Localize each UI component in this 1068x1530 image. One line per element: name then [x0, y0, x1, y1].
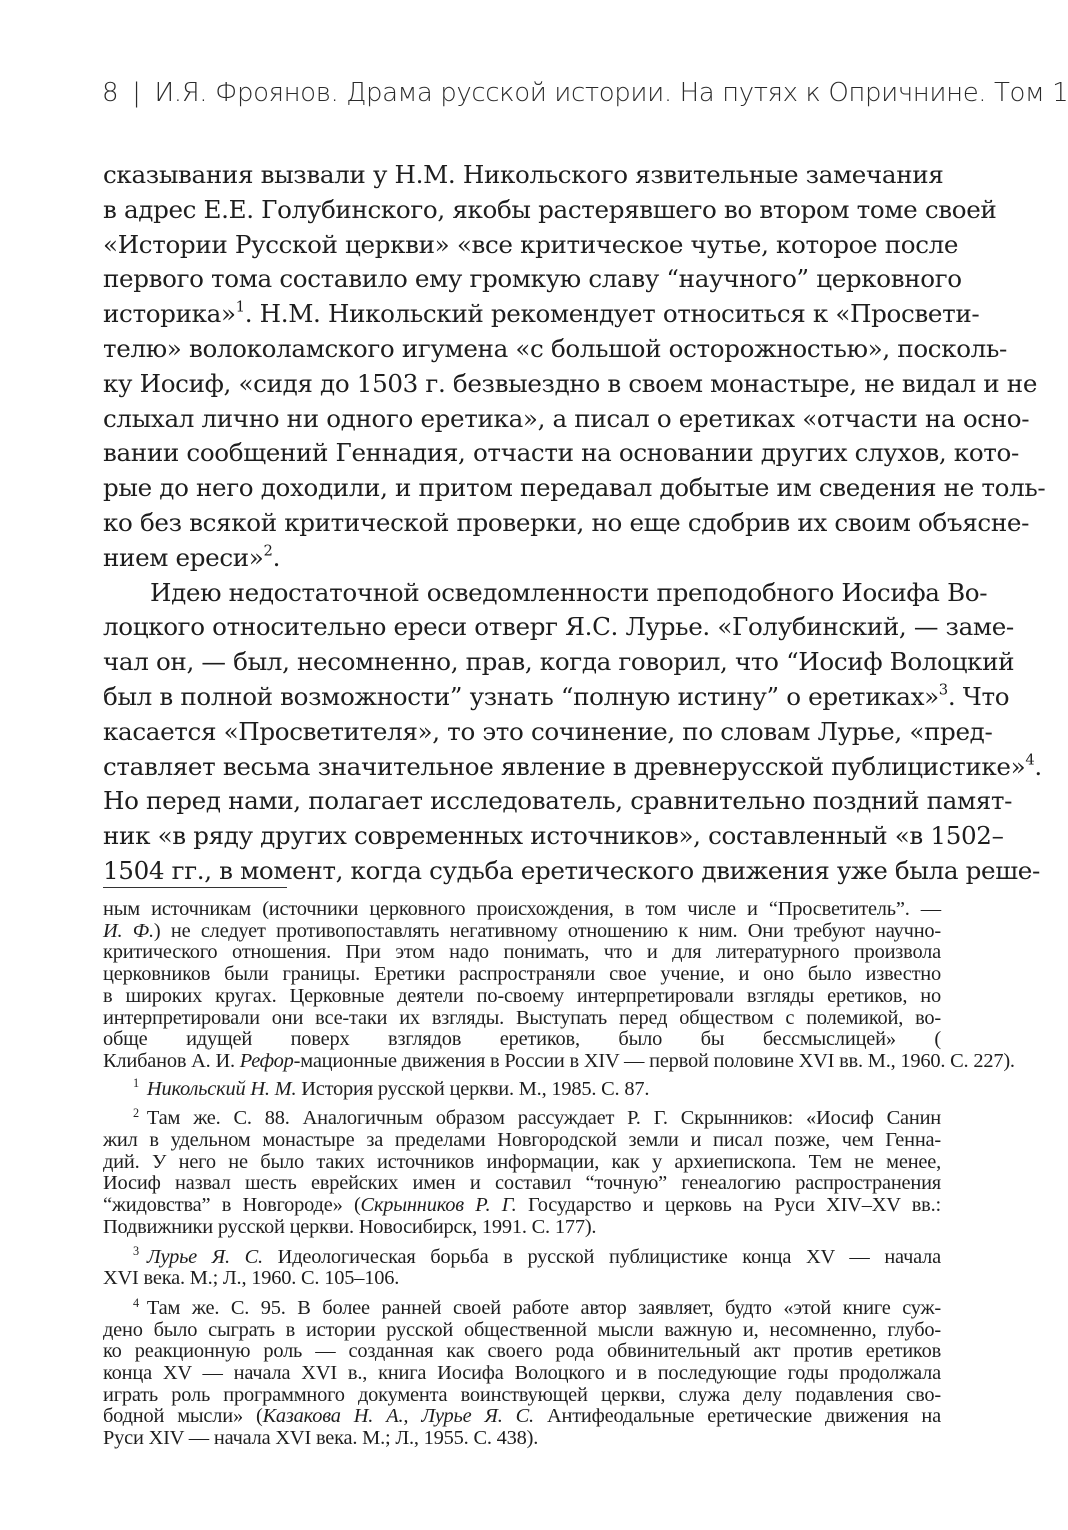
text-line: слыхал лично ни одного еретика», а писал о еретиках «отчасти на осно-	[103, 403, 1030, 433]
text-line: первого тома составило ему громкую славу “научного” церковного	[103, 264, 962, 294]
citation-author: Казакова Н. А., Лурье Я. С.	[262, 1405, 534, 1428]
text-fragment: был в полной возможности” узнать “полную истину” о еретиках»	[103, 681, 939, 711]
citation-author: Скрынников Р. Г.	[360, 1194, 517, 1217]
footnote-line: конца XV — начала XVI в., книга Иосифа Волоцкого и в последующие годы продолжала	[103, 1362, 941, 1385]
footnote-continued	[103, 898, 1015, 1073]
footnote-ref-4[interactable]: 4	[1025, 751, 1035, 769]
text-fragment: “жидовства” в Новгороде» (	[103, 1194, 361, 1217]
text-line: ник «в ряду других современных источников», составленный «в 1502–	[103, 821, 1004, 851]
text-fragment: . Что	[947, 681, 1010, 711]
footnote-line: церковников были границы. Еретики распространяли свое учение, и оно было известно	[103, 963, 941, 986]
footnote-2	[103, 1105, 941, 1238]
text-line: Но перед нами, полагает исследователь, сравнительно поздний памят-	[103, 786, 1013, 816]
footnote-mark: 3	[133, 1244, 139, 1259]
text-line: в адрес Е.Е. Голубинского, якобы растерявшего во втором томе своей	[103, 194, 997, 224]
footnote-line	[103, 1406, 941, 1428]
paragraph-1	[103, 158, 1046, 576]
text-line	[103, 750, 1042, 785]
text-fragment: ставляет весьма значительное явление в древнерусской публицистике»	[103, 751, 1026, 781]
footnote-line: ным источникам (источники церковного происхождения, в том числе и “Просветитель”. —	[103, 898, 941, 920]
text-fragment: .	[1034, 751, 1042, 781]
text-fragment: мационные движения в России в XIV — первой половине XVI вв. М., 1960. С. 227).	[300, 1049, 1015, 1072]
footnotes	[103, 898, 1015, 1458]
text-fragment: Государство и церковь на Руси XIV–XV вв.:	[516, 1194, 941, 1217]
text-line: рые до него доходили, и притом передавал добытые им сведения не толь-	[103, 473, 1046, 503]
text-line: телю» волоколамского игумена «с большой осторожностью», посколь-	[103, 333, 1007, 363]
text-line: вании сообщений Геннадия, отчасти на основании других слухов, кото-	[103, 438, 1019, 468]
footnote-1	[103, 1076, 941, 1101]
text-fragment: Антифеодальные еретические движения на	[533, 1405, 941, 1428]
text-line: лоцкого относительно ереси отверг Я.С. Лурье. «Голубинский, — заме-	[103, 612, 1014, 642]
footnote-line: в широких кругах. Церковные деятели по-своему интерпретировали взгляды еретиков, но	[103, 984, 941, 1007]
footnote-line: Подвижники русской церкви. Новосибирск, 1991. С. 177).	[103, 1215, 597, 1238]
footnote-line: обще идущей поверх взглядов еретиков, было бы бессмыслицей» (	[103, 1028, 941, 1051]
footnote-ref-3[interactable]: 3	[938, 681, 948, 699]
citation-author: Никольский Н. М.	[146, 1077, 297, 1100]
footnote-line	[103, 1105, 941, 1130]
footnote-line: Руси XIV — начала XVI века. М.; Л., 1955. С. 438).	[103, 1427, 539, 1450]
text-fragment: нием ереси»	[103, 542, 264, 572]
text-fragment: ) не следует противопоставлять негативному отношению к ним. Они требуют научно-	[153, 919, 941, 942]
text-fragment: историка»	[103, 299, 236, 329]
footnote-line: дено было сыграть в истории русской общественной мысли важную и, несомненно, глубо-	[103, 1318, 941, 1341]
text-line: касается «Просветителя», то это сочинение, по словам Лурье, «пред-	[103, 716, 993, 746]
text-line	[103, 680, 1010, 715]
footnote-line	[103, 1195, 941, 1217]
footnote-divider	[103, 887, 287, 888]
text-line: 1504 гг., в момент, когда судьба еретического движения уже была реше-	[103, 855, 1040, 885]
paragraph-2	[103, 576, 1042, 889]
page-number: 8	[102, 78, 119, 108]
text-line	[103, 541, 938, 576]
footnote-line: интерпретировали они все-таки их взгляды. Выступать перед обществом с полемикой, во-	[103, 1006, 941, 1029]
text-line	[103, 297, 980, 332]
footnote-line	[103, 921, 941, 943]
footnote-line	[103, 1244, 942, 1269]
footnote-line: Иосиф назвал шесть еврейских имен и составил “точную” генеалогию распространения	[103, 1172, 941, 1195]
running-head	[102, 78, 1068, 118]
text-line: сказывания вызвали у Н.М. Никольского язвительные замечания	[103, 160, 944, 189]
text-fragment: Клибанов А. И.	[103, 1049, 235, 1072]
footnote-ref-1[interactable]: 1	[235, 298, 245, 316]
main-text	[103, 158, 1046, 889]
footnote-line: критического отношения. При этом надо понимать, что и для литературного произвола	[103, 941, 941, 964]
text-fragment: Идеологическая борьба в русской публицистике конца XV — начала	[262, 1245, 942, 1268]
text-fragment: Там же. С. 95. В более ранней своей работе автор заявляет, будто «этой книге суж-	[146, 1296, 941, 1319]
citation-author: Рефор-	[234, 1049, 301, 1072]
footnote-line	[103, 1295, 941, 1320]
text-fragment: История русской церкви. М., 1985. С. 87.	[296, 1077, 650, 1100]
citation-author: Лурье Я. С.	[146, 1245, 263, 1268]
text-line: чал он, — был, несомненно, прав, когда говорил, что “Иосиф Волоцкий	[103, 647, 1015, 677]
text-fragment: . Н.М. Никольский рекомендует относиться к «Просвети-	[244, 299, 980, 329]
footnote-line	[103, 1076, 941, 1101]
footnote-3	[103, 1244, 942, 1290]
text-fragment: бодной мысли» (	[103, 1405, 263, 1428]
book-title: И.Я. Фроянов. Драма русской истории. На путях к Опричнине. Том 1	[154, 78, 1068, 108]
text-line: ко без всякой критической проверки, но еще сдобрив их своим объясне-	[103, 507, 1030, 537]
footnote-ref-2[interactable]: 2	[263, 542, 273, 560]
footnote-line	[103, 1049, 1015, 1073]
footnote-line: играть роль программного документа воинствующей церкви, служа делу подавления сво-	[103, 1383, 941, 1406]
footnote-mark: 2	[133, 1105, 139, 1120]
footnote-mark: 4	[133, 1295, 139, 1310]
text-line: Идею недостаточной осведомленности преподобного Иосифа Во-	[150, 577, 988, 607]
text-fragment: .	[272, 542, 281, 572]
footnote-line: XVI века. М.; Л., 1960. С. 105–106.	[103, 1267, 400, 1290]
footnote-line: ко реакционную роль — созданная как своего рода обвинительный акт против еретиков	[103, 1340, 941, 1363]
footnote-line: дий. У него не было таких источников информации, как у архиепископа. Тем не менее,	[103, 1150, 941, 1173]
header-separator: |	[132, 78, 141, 108]
footnote-mark: 1	[133, 1076, 139, 1091]
author-initials: И. Ф.	[103, 919, 154, 942]
footnote-4	[103, 1295, 941, 1450]
footnote-line: жил в удельном монастыре за пределами Новгородской земли и писал позже, чем Генна-	[103, 1129, 941, 1152]
text-fragment: Там же. С. 88. Аналогичным образом рассуждает Р. Г. Скрынников: «Иосиф Санин	[146, 1107, 941, 1130]
text-line: ку Иосиф, «сидя до 1503 г. безвыездно в своем монастыре, не видал и не	[103, 368, 1038, 398]
text-line: «Истории Русской церкви» «все критическое чутье, которое после	[103, 229, 959, 259]
